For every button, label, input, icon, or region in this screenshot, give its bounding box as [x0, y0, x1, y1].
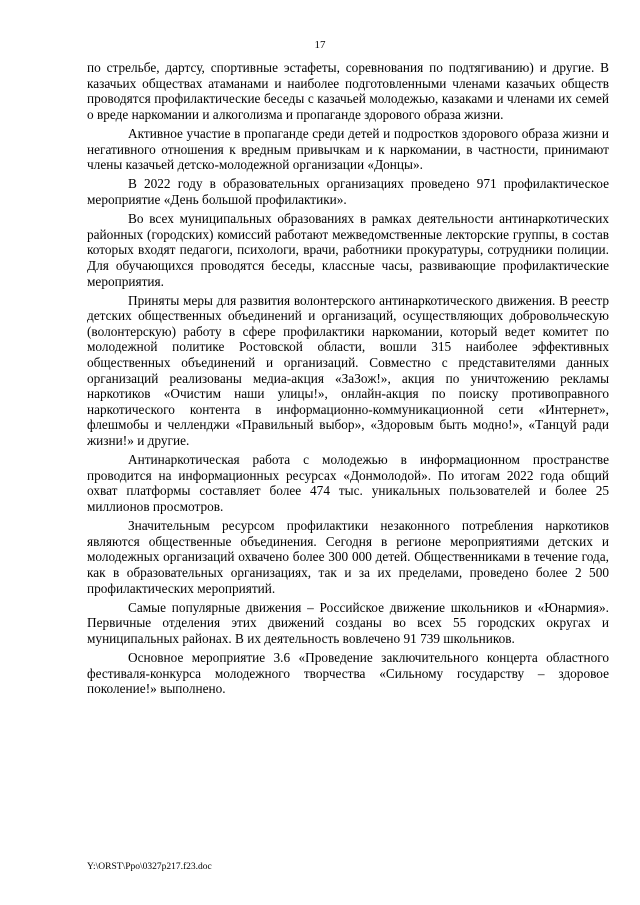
paragraph-continuation: по стрельбе, дартсу, спортивные эстафеты, соревнования по подтягиванию) и другие. В казачьих обществах атаманами и наиболее подготовленными членами казачьих обществ проводятся профилактические беседы с казачьей молодежью, казаками и членами их семей о вреде наркомании и алкоголизма и пропаганде здорового образа жизни. [87, 60, 609, 122]
page-number: 17 [314, 39, 326, 51]
paragraph-info-space: Антинаркотическая работа с молодежью в информационном пространстве проводится на информационных ресурсах «Донмолодой». По итогам 2022 года общий охват платформы составляет более 474 тыс. уникальных пользователей и более 25 миллионов просмотров. [87, 452, 609, 514]
paragraph-volunteer-movement: Приняты меры для развития волонтерского антинаркотического движения. В реестр детских общественных объединений и организаций, осуществляющих добровольческую (волонтерскую) работу в сфере профилактики наркомании, который ведет комитет по молодежной политике Ростовской области, вошли 315 наиболее эффективных общественных объединений и организаций. Совместно с представителями данных организаций реализованы медиа-акция «ЗаЗож!», акция по уничтожению рекламы наркотиков «Очистим наши улицы!», онлайн-акция по поиску противоправного наркотического контента в информационно-коммуникационной сети «Интернет», флешмобы и челленджи «Правильный выбор», «Здоровым быть модно!», «Танцуй ради жизни!» и другие. [87, 292, 609, 449]
paragraph-prevention-day: В 2022 году в образовательных организациях проведено 971 профилактическое мероприятие «День большой профилактики». [87, 176, 609, 207]
paragraph-public-associations: Значительным ресурсом профилактики незаконного потребления наркотиков являются общественные объединения. Сегодня в регионе мероприятиями детских и молодежных организаций охвачено более 300 000 детей. Общественниками в течение года, как в образовательных организациях, так и за их пределами, проведено более 2 500 профилактических мероприятий. [87, 518, 609, 596]
paragraph-cossack-youth: Активное участие в пропаганде среди детей и подростков здорового образа жизни и негативного отношения к вредным привычкам и к наркомании, в частности, принимают члены казачьей детско-молодежной организации «Донцы». [87, 125, 609, 173]
paragraph-main-event: Основное мероприятие 3.6 «Проведение заключительного концерта областного фестиваля-конкурса молодежного творчества «Сильному государству – здоровое поколение!» выполнено. [87, 650, 609, 697]
document-body [87, 60, 609, 697]
file-path-footer: Y:\ORST\Ppo\0327p217.f23.doc [87, 862, 212, 872]
paragraph-lecture-groups: Во всех муниципальных образованиях в рамках деятельности антинаркотических районных (городских) комиссий работают межведомственные лекторские группы, в состав которых входят педагоги, психологи, врачи, работники прокуратуры, сотрудники полиции. Для обучающихся проводятся беседы, классные часы, развивающие профилактические мероприятия. [87, 211, 609, 289]
paragraph-popular-movements: Самые популярные движения – Российское движение школьников и «Юнармия». Первичные отделения этих движений созданы во всех 55 городских округах и муниципальных районах. В их деятельность вовлечено 91 739 школьников. [87, 599, 609, 646]
